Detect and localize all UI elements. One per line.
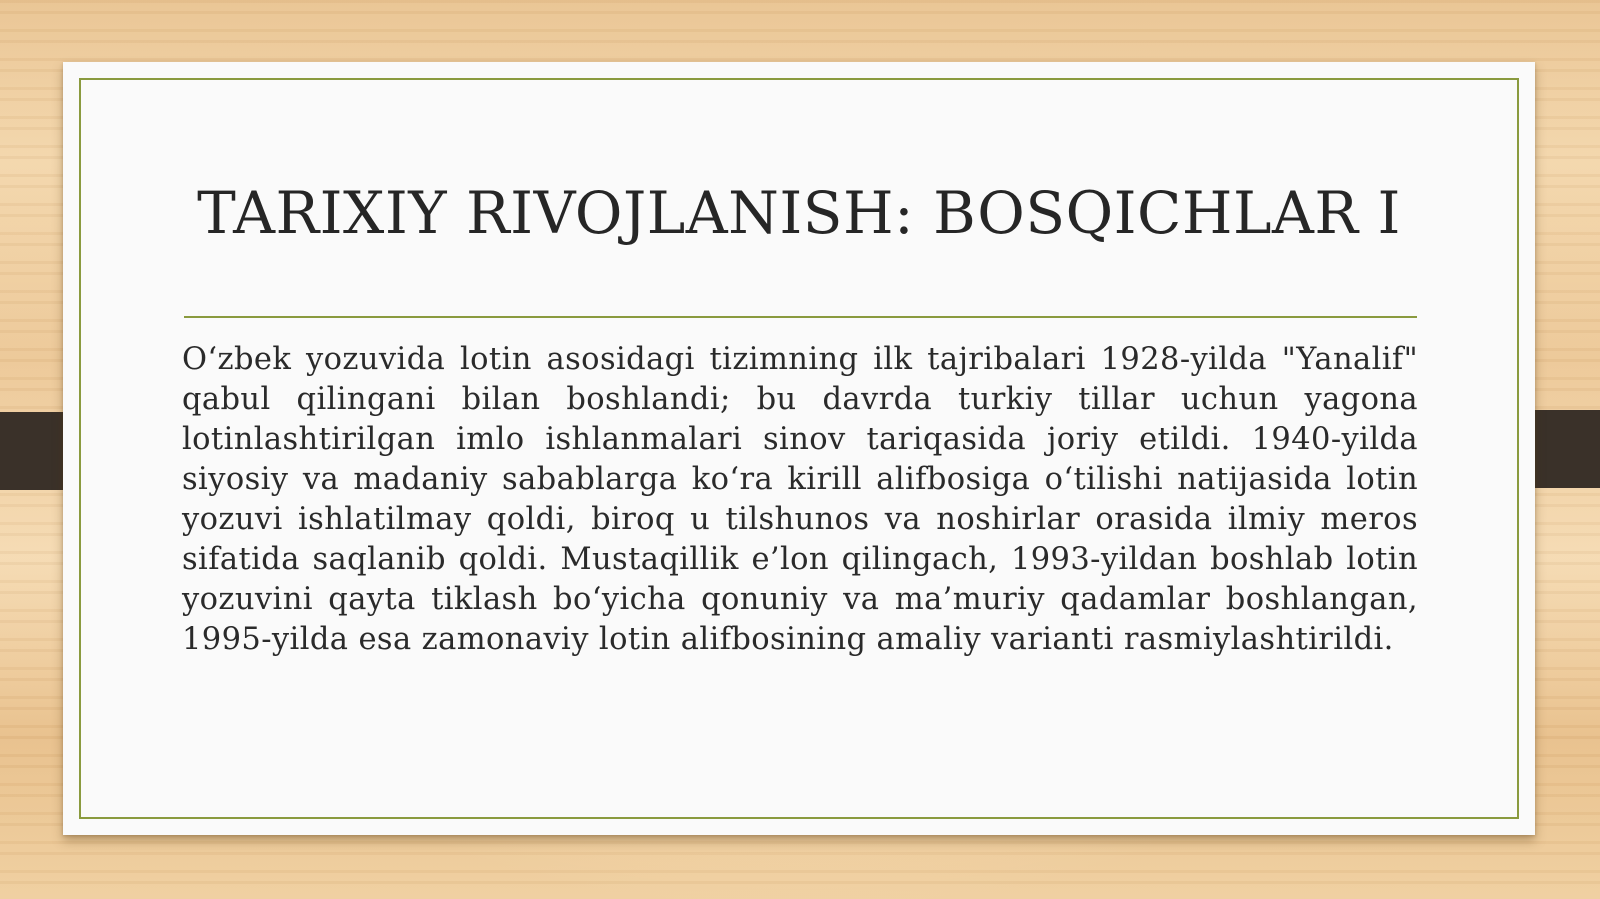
slide-title: TARIXIY RIVOJLANISH: BOSQICHLAR I [197,179,1401,247]
title-divider [184,316,1417,318]
slide-card [63,62,1535,835]
slide-body-text: O‘zbek yozuvida lotin asosidagi tizimning ilk tajribalari 1928-yilda "Yanalif" qabul qilingani bilan boshlandi; bu davrda turkiy tillar uchun yagona lotinlashtirilgan imlo ishlanmalari sinov tariqasida joriy etildi. 1940-yilda siyosiy va madaniy sabablarga ko‘ra kirill alifbosiga o‘tilishi natijasida lotin yozuvi ishlatilmay qoldi, biroq u tilshunos va noshirlar orasida ilmiy meros sifatida saqlanib qoldi. Mustaqillik e’lon qilingach, 1993-yildan boshlab lotin yozuvini qayta tiklash bo‘yicha qonuniy va ma’muriy qadamlar boshlangan, 1995-yilda esa zamonaviy lotin alifbosining amaliy varianti rasmiylashtirildi. [182,342,1418,657]
